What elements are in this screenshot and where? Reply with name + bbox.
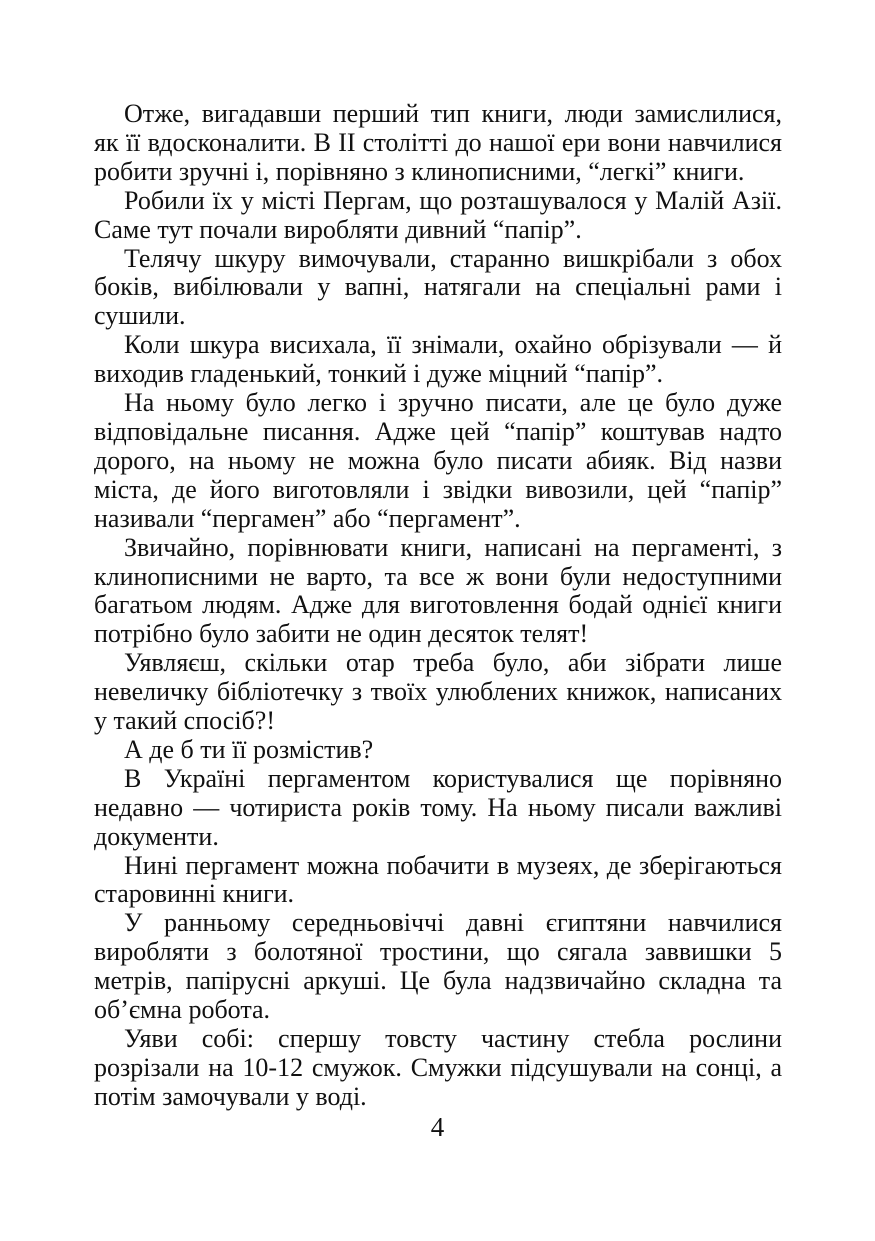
- paragraph: А де б ти її розмістив?: [124, 734, 374, 764]
- paragraph: Звичайно, порівнювати книги, написані на пергаменті, з клинописними не варто, та все ж вони були недоступними багатьом людям. Адже для виготовлення бодай однієї книги потрібно було забити не один десяток телят!: [94, 532, 782, 649]
- paragraph: Уяви собі: спершу товсту частину стебла рослини розрізали на 10-12 смужок. Смужки підсушували на сонці, а потім замочували у воді.: [94, 1024, 782, 1111]
- paragraph: На ньому було легко і зручно писати, але це було дуже відповідальне писання. Адже цей “папір” коштував надто дорого, на ньому не можна було писати абияк. Від назви міста, де його виготовляли і звідки вивозили, цей “папір” називали “пергамен” або “пергамент”.: [94, 388, 782, 533]
- paragraph: В Україні пергаментом користувалися ще порівняно недавно — чотириста років тому. На ньому писали важливі документи.: [94, 763, 782, 851]
- paragraph: Уявляєш, скільки отар треба було, аби зібрати лише невеличку бібліотечку з твоїх улюблених книжок, написаних у такий спосіб?!: [94, 648, 782, 736]
- paragraph: Нині пергамент можна побачити в музеях, де зберігаються старовинні книги.: [94, 850, 782, 909]
- paragraph: Телячу шкуру вимочували, старанно вишкрібали з обох боків, вибілювали у вапні, натягали на спеціальні рами і сушили.: [94, 243, 782, 331]
- paragraph: У ранньому середньовіччі давні єгиптяни навчилися виробляти з болотяної тростини, що сягала заввишки 5 метрів, папірусні аркуші. Це була надзвичайно складна та об’ємна робота.: [94, 908, 782, 1025]
- paragraph: Отже, вигадавши перший тип книги, люди замислилися, як її вдосконалити. В II столітті до нашої ери вони навчилися робити зручні і, порівняно з клинописними, “легкі” книги.: [94, 99, 782, 186]
- page-number: 4: [430, 1112, 445, 1142]
- paragraph: Робили їх у місті Пергам, що розташувалося у Малій Азії. Саме тут почали виробляти дивний “папір”.: [94, 185, 782, 244]
- page-text: [94, 100, 782, 1112]
- paragraph: Коли шкура висихала, її знімали, охайно обрізували — й виходив гладенький, тонкий і дуже міцний “папір”.: [94, 330, 782, 389]
